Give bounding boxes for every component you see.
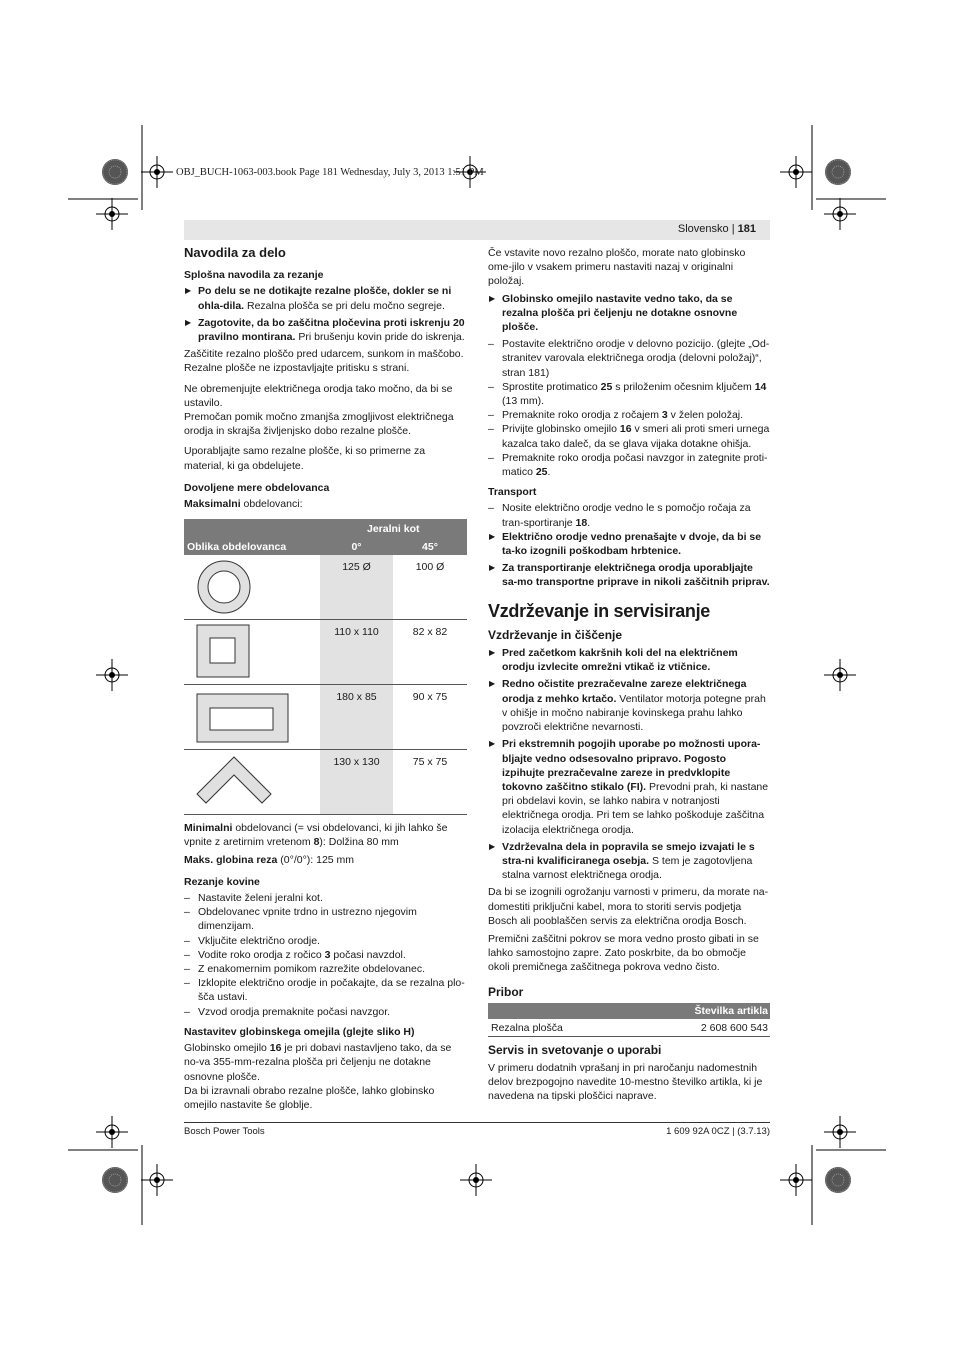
accessories-table (488, 1003, 770, 1037)
table-row (184, 555, 467, 620)
paragraph: Če vstavite novo rezalno ploščo, morate nato globinsko ome-jilo v vsakem primeru nastaviti nazaj v originalni položaj. (488, 247, 746, 288)
square-tube-icon (196, 624, 252, 680)
dims-heading: Dovoljene mere obdelovanca (184, 481, 330, 494)
depth-text: Maks. globina reza (0°/0°): 125 mm (184, 853, 355, 866)
table-row (488, 1019, 770, 1037)
paragraph: Da bi izravnali obrabo rezalne plošče, lahko globinsko omejilo nastavite še globlje. (184, 1084, 435, 1111)
transport-heading: Transport (488, 486, 537, 499)
col-45-header: 45° (422, 541, 438, 554)
value-0: 180 x 85 (336, 691, 377, 704)
general-heading: Splošna navodila za rezanje (184, 269, 324, 282)
acc-number: 2 608 600 543 (700, 1021, 768, 1034)
bullet-item: ▶ Po delu se ne dotikajte rezalne plošče, dokler se ni ohla-dila. Rezalna plošča se pri delu močno segreje. (184, 284, 468, 312)
bullet-item: ▶ Električno orodje vedno prenašajte v dvoje, da bi se ta-ko izognili poškodbam hrbtenice. (488, 530, 770, 558)
bullet-item: ▶ Zagotovite, da bo zaščitna pločevina proti iskrenju 20 pravilno montirana. Pri brušenju kovin pride do iskrenja. (184, 316, 468, 344)
table-row (184, 620, 467, 685)
value-45: 75 x 75 (412, 756, 448, 769)
accessories-heading: Pribor (488, 984, 524, 999)
acc-column-header: Številka artikla (488, 1003, 770, 1019)
right-column (488, 246, 770, 1110)
dimensions-table (184, 519, 467, 815)
paragraph: Premočan pomik močno zmanjša zmogljivost električnega orodja in skrajša življenjsko dobo rezalne plošče. (184, 411, 454, 438)
footer-left: Bosch Power Tools (184, 1126, 265, 1137)
acc-item: Rezalna plošča (491, 1021, 563, 1034)
list-item: – Postavite električno orodje v delovno pozicijo. (glejte „Od-stranitev varovala električnega orodja (delovni položaj)“, stran 181) (488, 337, 770, 380)
header-language: Slovensko (677, 223, 729, 235)
cleaning-heading: Vzdrževanje in čiščenje (488, 627, 623, 642)
list-item: – Vključite električno orodje. (184, 934, 468, 948)
bullet-item: ▶ Redno očistite prezračevalne zareze električnega orodja z mehko krtačo. Ventilator motorja potegne prah v ohišje in močno nabiranje kovinskega prahu lahko povzroči električne nevarnosti. (488, 677, 770, 734)
list-item: – Sprostite protimatico 25 s priloženim očesnim ključem 14 (13 mm). (488, 380, 770, 408)
paragraph: V primeru dodatnih vprašanj in pri naročanju nadomestnih delov brezpogojno navedite 10-mestno številko artikla, ki je navedena na tipski ploščici naprave. (488, 1061, 763, 1103)
bullet-item: ▶ Vzdrževalna dela in popravila se smejo izvajati le s stra-ni kvalificiranega osebja. S tem je zagotovljena stalna varnost električnega orodja. (488, 840, 770, 883)
list-item: – Vodite roko orodja z ročico 3 počasi navzdol. (184, 948, 468, 962)
list-item: – Vzvod orodja premaknite počasi navzgor. (184, 1005, 468, 1019)
min-text: Minimalni obdelovanci (= vsi obdelovanci, ki jih lahko še vpnite z aretirnim vretenom 8): Dolžina 80 mm (184, 822, 448, 849)
value-0: 110 x 110 (334, 626, 379, 639)
bullet-item: ▶ Pred začetkom kakršnih koli del na električnem orodju izvlecite omrežni vtikač iz vtičnice. (488, 646, 770, 674)
service-heading: Servis in svetovanje o uporabi (488, 1042, 662, 1057)
paragraph: Da bi se izognili ogrožanju varnosti v primeru, da morate na-domestiti priključni kabel, mora to storiti servis podjetja Bosch ali pooblaščen servis za električna orodja Bosch. (488, 886, 769, 927)
max-text: Maksimalni obdelovanci: (184, 498, 303, 511)
section-title-maintenance: Vzdrževanje in servisiranje (488, 600, 711, 621)
table-row (184, 750, 467, 815)
bullet-item: ▶ Pri ekstremnih pogojih uporabe po možnosti upora-bljajte vedno odsesovalno pripravo. Pogosto izpihujte prezračevalne zareze in predvklopite tokovno zaščitno stikalo (FI). Prevodni prah, ki nastane pri obdelavi kovin, se lahko nabira v notranjosti električnega orodja. Pri tem se lahko poškoduje zaščitna izolacija električnega orodja. (488, 737, 770, 836)
bullet-item: ▶ Za transportiranje električnega orodja uporabljajte sa-mo transportne priprave in nikoli zaščitnih priprav. (488, 561, 770, 589)
file-info: OBJ_BUCH-1063-003.book Page 181 Wednesday, July 3, 2013 1:51 PM (176, 167, 484, 178)
list-item: – Nosite električno orodje vedno le s pomočjo ročaja za tran-sportiranje 18. (488, 501, 770, 529)
list-item: – Nastavite želeni jeralni kot. (184, 891, 468, 905)
angle-profile-icon (196, 754, 272, 810)
value-45: 82 x 82 (412, 626, 448, 639)
dims-table-header (184, 519, 467, 555)
value-0: 125 Ø (342, 561, 371, 574)
paragraph: Globinsko omejilo 16 je pri dobavi nastavljeno tako, da se no-va 355-mm-rezalna plošča pri čeljenju ne dotakne osnovne plošče. (184, 1042, 452, 1083)
bullet-item: ▶ Globinsko omejilo nastavite vedno tako, da se rezalna plošča pri čeljenju ne dotakne osnovne plošče. (488, 292, 770, 335)
list-item: – Izklopite električno orodje in počakajte, da se rezalna plo-šča ustavi. (184, 976, 468, 1004)
round-tube-icon (196, 559, 252, 615)
value-45: 100 Ø (415, 561, 445, 574)
page-number: 181 (737, 223, 756, 235)
left-column (184, 246, 468, 1118)
paragraph: Premični zaščitni pokrov se mora vedno prosto gibati in se lahko samostojno zapre. Zato poskrbite, da bo območje okoli premičnega zaščitnega pokrova vedno čisto. (488, 932, 759, 974)
list-item: – Privijte globinsko omejilo 16 v smeri ali proti smeri urnega kazalca tako daleč, da se glava vijaka dotakne ohišja. (488, 422, 770, 450)
value-0: 130 x 130 (333, 756, 380, 769)
paragraph: Ne obremenjujte električnega orodja tako močno, da bi se ustavilo. (184, 382, 453, 409)
footer-divider (184, 1122, 770, 1123)
list-item: – Premaknite roko orodja počasi navzgor in zategnite proti-matico 25. (488, 451, 770, 479)
mitre-angle-header: Jeralni kot (367, 523, 420, 536)
depth-setting-heading: Nastavitev globinskega omejila (glejte sliko H) (184, 1025, 415, 1038)
list-item: – Premaknite roko orodja z ročajem 3 v želen položaj. (488, 408, 770, 422)
shape-column-header: Oblika obdelovanca (187, 541, 287, 554)
paragraph: Uporabljajte samo rezalne plošče, ki so primerne za material, ki ga obdelujete. (184, 445, 426, 472)
section-title-work: Navodila za delo (184, 245, 286, 260)
table-row (184, 685, 467, 750)
page-header: Slovensko | 181 (184, 220, 770, 240)
value-45: 90 x 75 (412, 691, 448, 704)
metal-heading: Rezanje kovine (184, 875, 260, 888)
rect-tube-icon (196, 689, 291, 745)
footer-right: 1 609 92A 0CZ | (3.7.13) (666, 1126, 770, 1137)
col-0-header: 0° (351, 541, 362, 554)
paragraph: Zaščitite rezalno ploščo pred udarcem, sunkom in maščobo. Rezalne plošče ne izpostavljajte pritisku s strani. (184, 348, 464, 375)
list-item: – Z enakomernim pomikom razrežite obdelovanec. (184, 962, 468, 976)
list-item: – Obdelovanec vpnite trdno in ustrezno njegovim dimenzijam. (184, 905, 468, 933)
